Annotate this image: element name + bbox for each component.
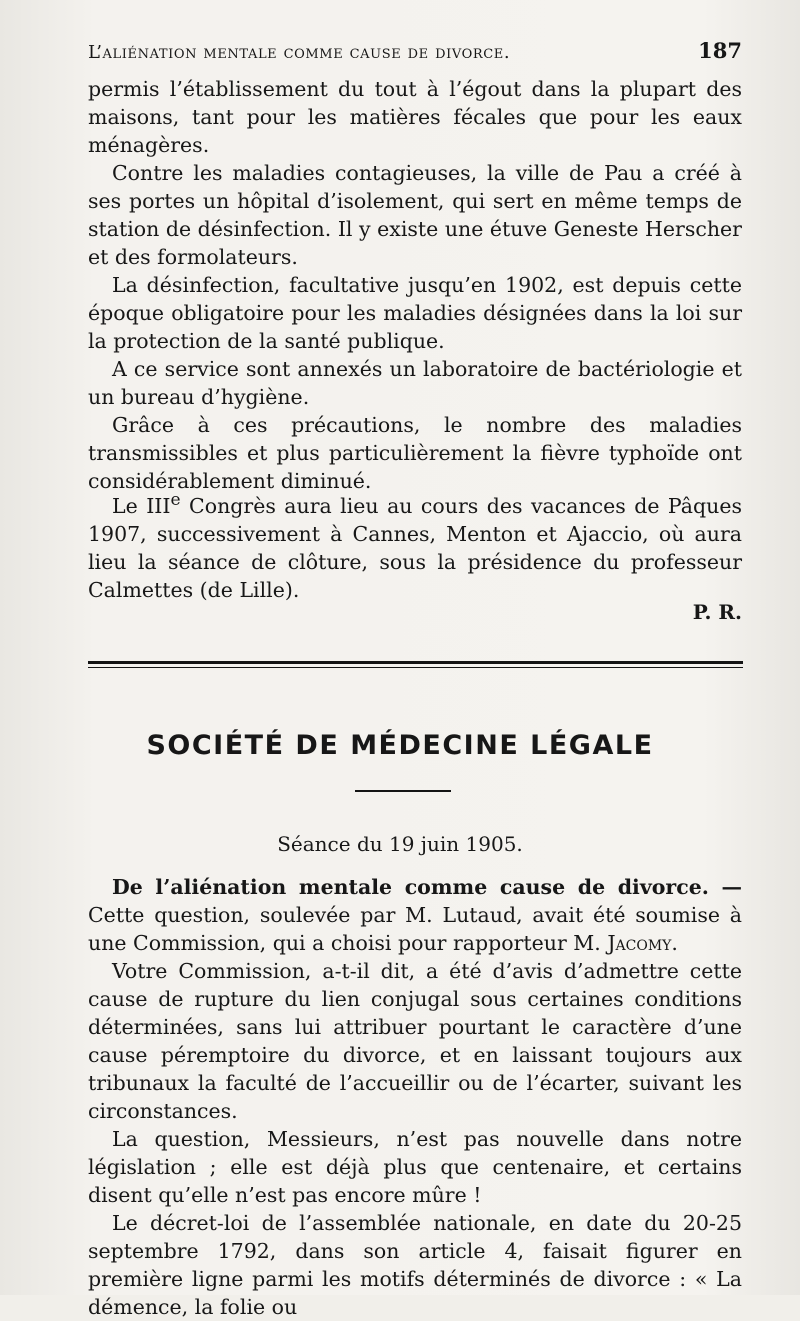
article-intro-end: . (671, 931, 678, 955)
page-number: 187 (698, 38, 742, 63)
author-initials: P. R. (692, 600, 742, 624)
section-title: SOCIÉTÉ DE MÉDECINE LÉGALE (146, 730, 654, 761)
rule-thin-line (88, 667, 743, 668)
paragraph (88, 486, 742, 604)
double-rule-divider (88, 661, 743, 669)
article-title: De l’aliénation mentale comme cause de divorce. — (112, 875, 742, 899)
ordinal-superscript: e (170, 490, 181, 510)
article-body (88, 873, 742, 1321)
paragraph: A ce service sont annexés un laboratoire de bactériologie et un bureau d’hygiène. (88, 357, 742, 409)
running-title: L’aliénation mentale comme cause de divorce. (88, 42, 511, 63)
congress-text-end: Congrès aura lieu au cours des vacances de Pâques 1907, successivement à Cannes, Menton et Ajaccio, où aura lieu la séance de clôture, sous la présidence du professeur Calmettes (de Lille). (88, 493, 742, 602)
continuation-text (88, 75, 742, 495)
rule-thick-line (88, 661, 743, 664)
congress-text-start: Le III (112, 493, 171, 518)
paragraph: Votre Commission, a-t-il dit, a été d’avis d’admettre cette cause de rupture du lien conjugal sous certaines conditions déterminées, sans lui attribuer pourtant le caractère d’une cause péremptoire du divorce, et en laissant toujours aux tribunaux la faculté de l’accueillir ou de l’écarter, suivant les circonstances. (88, 959, 742, 1123)
short-rule-divider (355, 790, 451, 792)
paragraph: permis l’établissement du tout à l’égout dans la plupart des maisons, tant pour les matières fécales que pour les eaux ménagères. (88, 77, 742, 157)
paragraph: Le décret-loi de l’assemblée nationale, en date du 20-25 septembre 1792, dans son article 4, faisait figurer en première ligne parmi les motifs déterminés de divorce : « La démence, la folie ou (88, 1211, 742, 1319)
article-intro (88, 873, 742, 957)
paragraph: La question, Messieurs, n’est pas nouvelle dans notre législation ; elle est déjà plus que centenaire, et certains disent qu’elle n’est pas encore mûre ! (88, 1127, 742, 1207)
session-date: Séance du 19 juin 1905. (277, 832, 523, 856)
paragraph: Contre les maladies contagieuses, la ville de Pau a créé à ses portes un hôpital d’isolement, qui sert en même temps de station de désinfection. Il y existe une étuve Geneste Herscher et des formolateurs. (88, 161, 742, 269)
paragraph: La désinfection, facultative jusqu’en 1902, est depuis cette époque obligatoire pour les maladies désignées dans la loi sur la protection de la santé publique. (88, 273, 742, 353)
congress-notice (88, 486, 742, 604)
article-intro-text: Cette question, soulevée par M. Lutaud, avait été soumise à une Commission, qui a choisi pour rapporteur M. (88, 903, 742, 955)
running-head (88, 38, 742, 70)
paragraph: Grâce à ces précautions, le nombre des maladies transmissibles et plus particulièrement la fièvre typhoïde ont considérablement diminué. (88, 413, 742, 493)
rapporteur-name: Jacomy (607, 931, 672, 955)
